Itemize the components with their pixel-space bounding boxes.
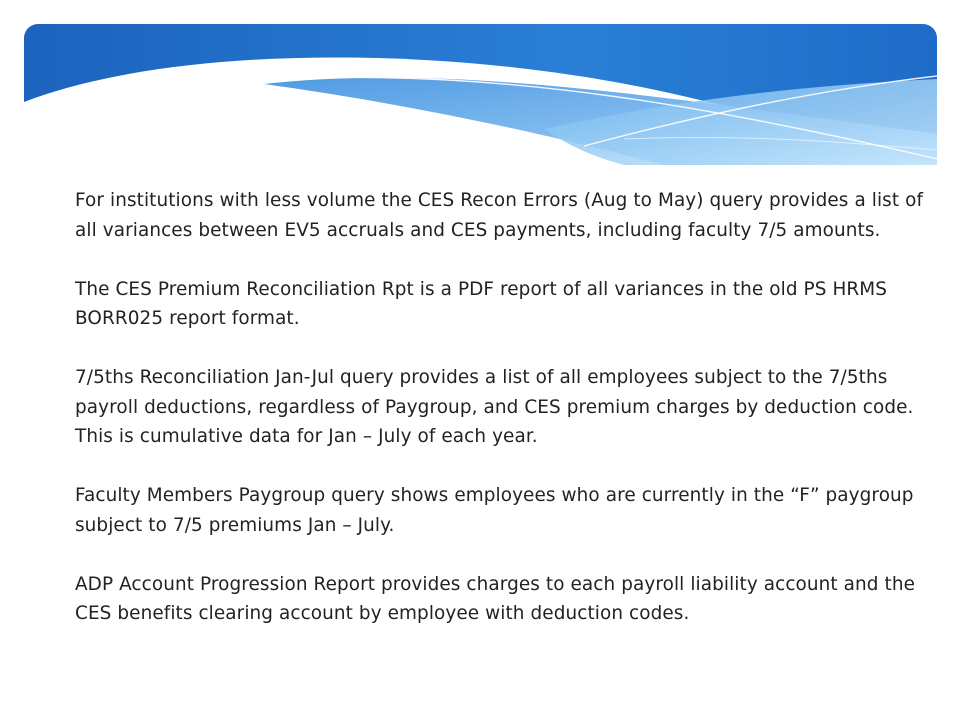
paragraph-adp-account-progression: ADP Account Progression Report provides charges to each payroll liability account and the CES benefits clearing account by employee with deduction codes. xyxy=(75,573,915,624)
paragraph-ces-premium-reconciliation: The CES Premium Reconciliation Rpt is a PDF report of all variances in the old PS HRMS BORR025 report format. xyxy=(75,278,888,329)
paragraph-ces-recon-errors: For institutions with less volume the CES Recon Errors (Aug to May) query provides a list of all variances between EV5 accruals and CES payments, including faculty 7/5 amounts. xyxy=(75,190,924,241)
paragraph-7-5ths-reconciliation: 7/5ths Reconciliation Jan-Jul query provides a list of all employees subject to the 7/5ths payroll deductions, regardless of Paygroup, and CES premium charges by deduction code. This is cumulative data for Jan – July of each year. xyxy=(75,367,914,447)
header-banner xyxy=(24,24,937,165)
slide-body xyxy=(75,186,925,629)
banner-graphic xyxy=(24,24,937,165)
paragraph-faculty-members-paygroup: Faculty Members Paygroup query shows employees who are currently in the “F” paygroup subject to 7/5 premiums Jan – July. xyxy=(75,485,914,536)
